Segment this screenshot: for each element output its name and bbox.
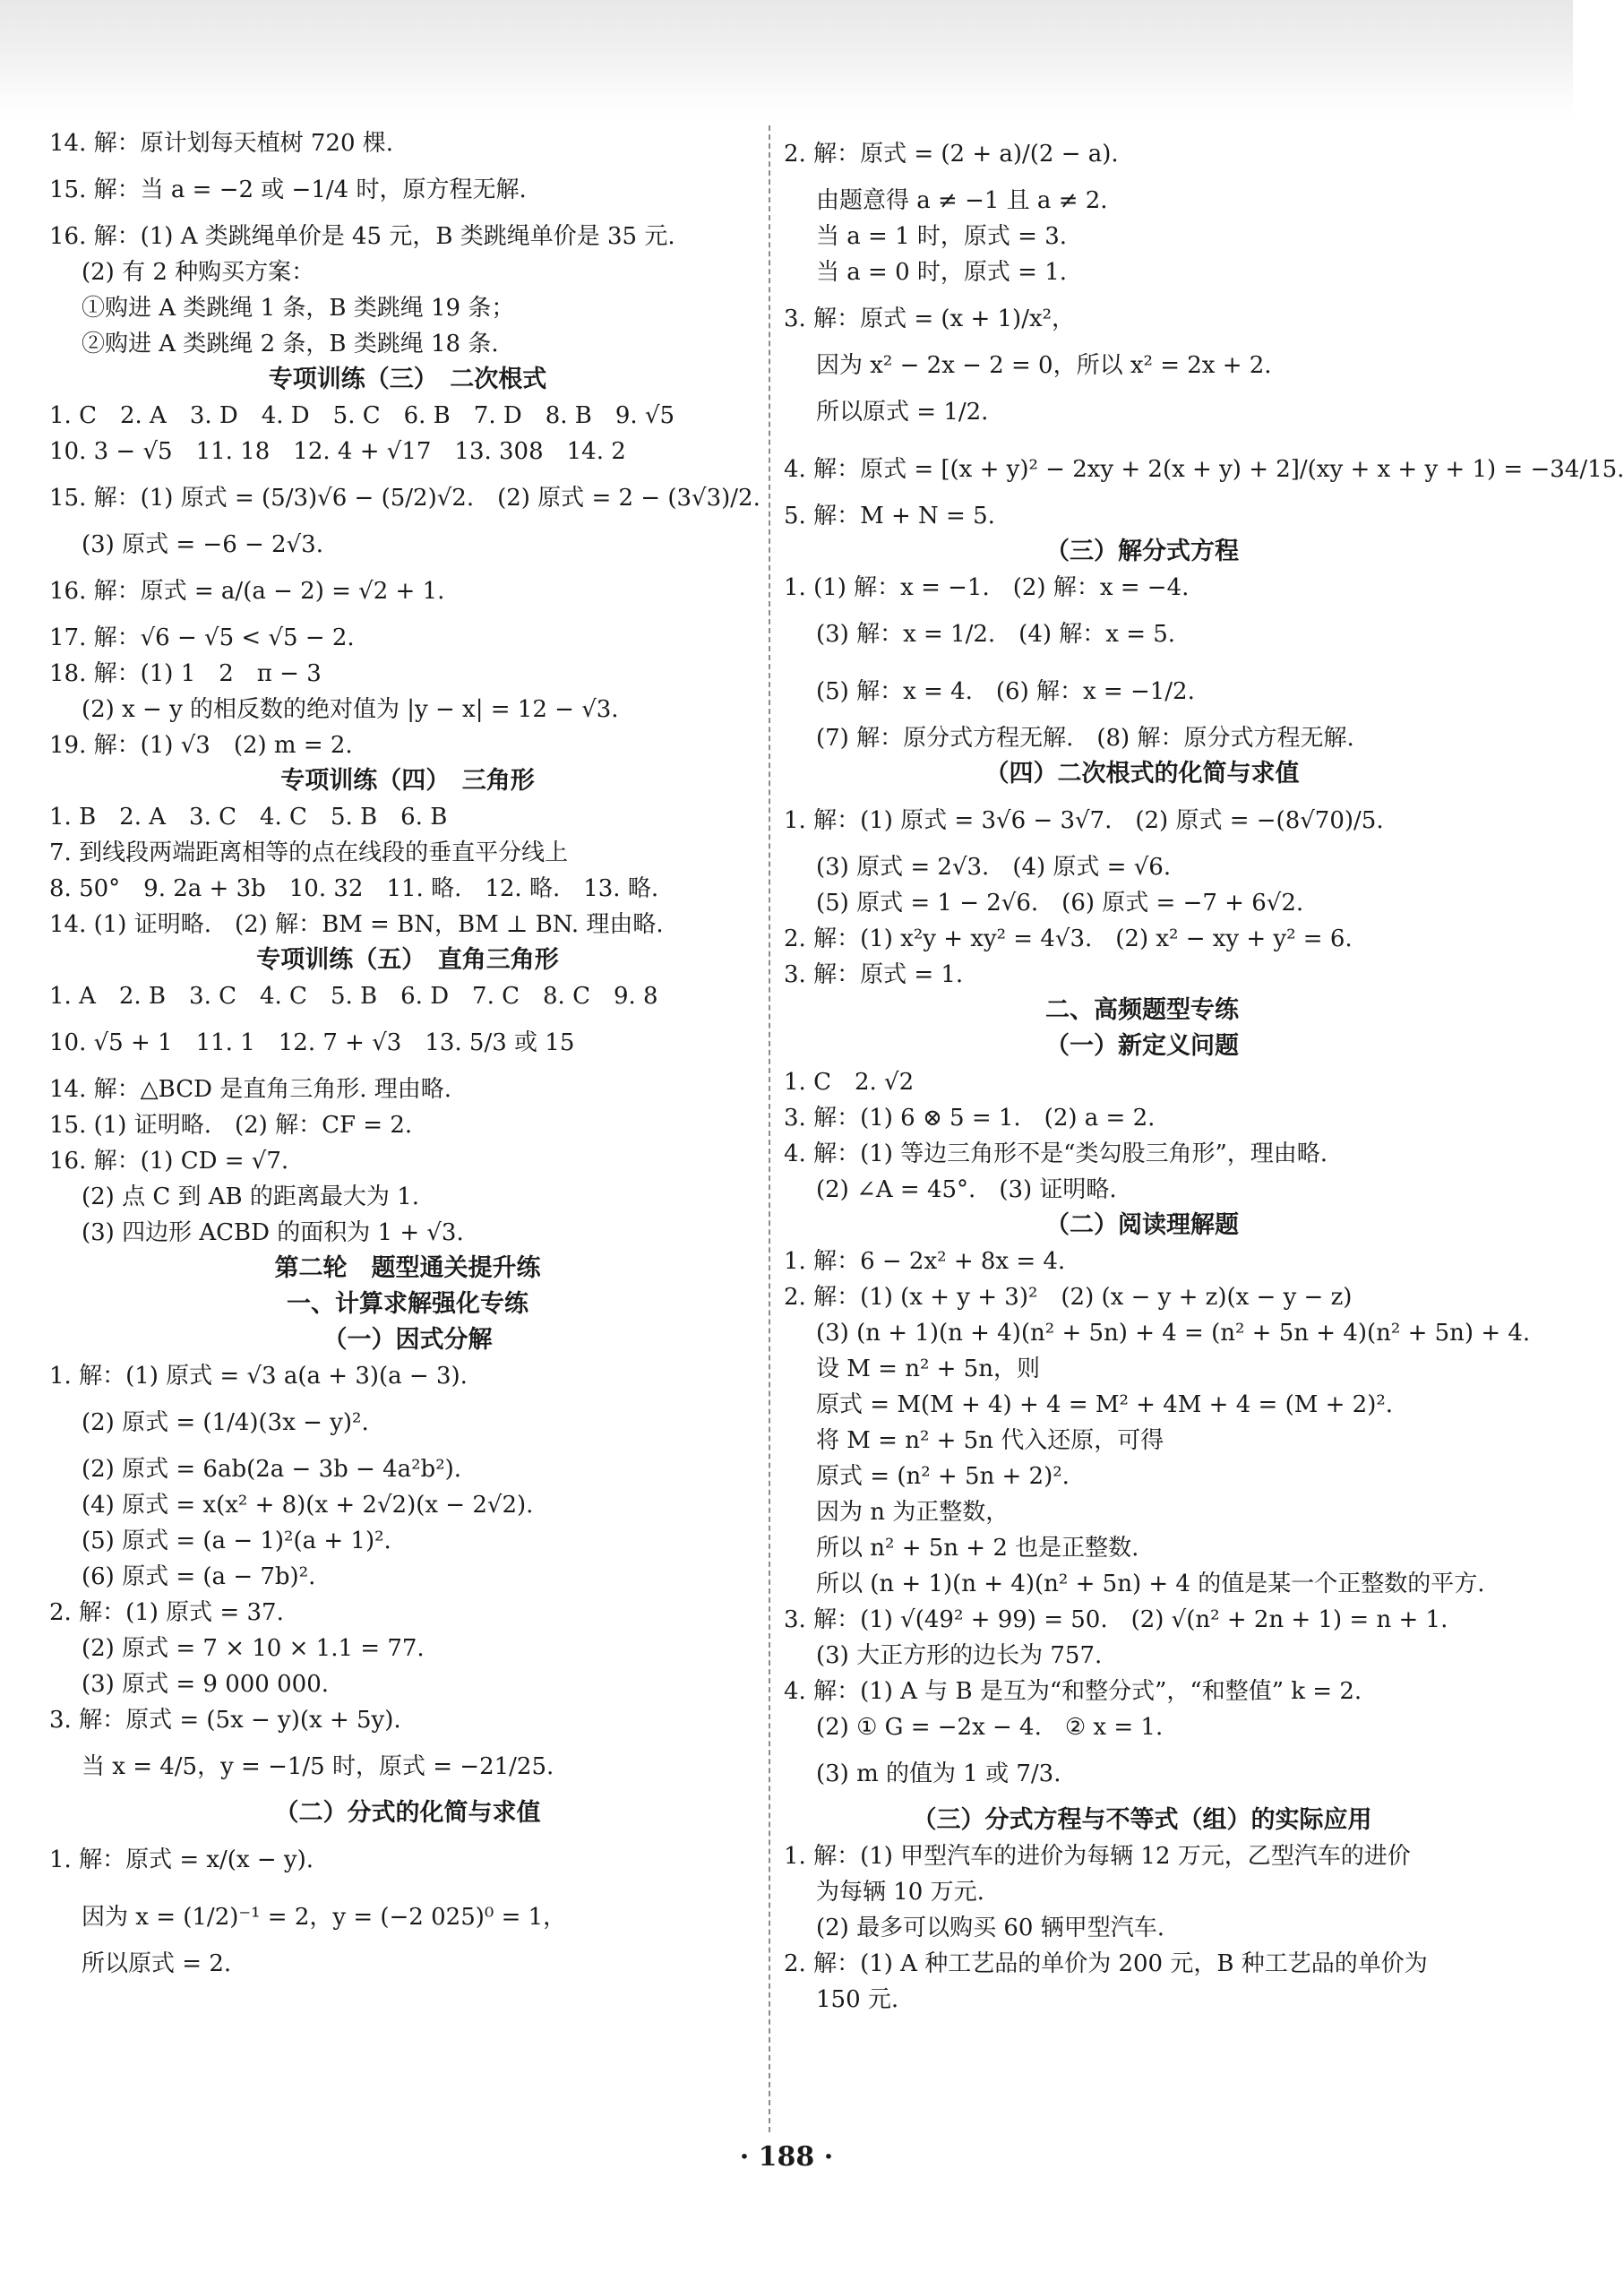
column-divider xyxy=(769,125,770,2132)
answer-line: 所以原式 = 1/2. xyxy=(816,399,989,426)
section-heading: 二、高频题型专练 xyxy=(1045,996,1239,1024)
answer-line: 因为 x = (1/2)⁻¹ = 2，y = (−2 025)⁰ = 1， xyxy=(82,1904,567,1931)
answer-line: 15. 解：当 a = −2 或 −1/4 时，原方程无解. xyxy=(49,176,527,203)
answer-line: 10. 3 − √5 11. 18 12. 4 + √17 13. 308 14. 2 xyxy=(49,438,626,465)
answer-line: 14. (1) 证明略. (2) 解：BM = BN，BM ⊥ BN. 理由略. xyxy=(49,911,664,938)
left-column xyxy=(49,125,766,1982)
answer-line: (4) 原式 = x(x² + 8)(x + 2√2)(x − 2√2). xyxy=(82,1492,534,1519)
answer-line: 15. 解：(1) 原式 = (5/3)√6 − (5/2)√2. (2) 原式 = 2 − (3√3)/2. xyxy=(49,485,760,512)
answer-line: 当 a = 1 时，原式 = 3. xyxy=(816,223,1068,250)
answer-line: (2) 原式 = (1/4)(3x − y)². xyxy=(82,1409,369,1436)
answer-line: 1. C 2. A 3. D 4. D 5. C 6. B 7. D 8. B 9. √5 xyxy=(49,402,675,429)
section-heading: 专项训练（五） 直角三角形 xyxy=(256,946,559,974)
answer-line: 当 a = 0 时，原式 = 1. xyxy=(816,259,1068,286)
answer-line: 3. 解：原式 = (x + 1)/x²， xyxy=(784,306,1076,332)
answer-line: 原式 = M(M + 4) + 4 = M² + 4M + 4 = (M + 2)². xyxy=(816,1391,1394,1418)
answer-line: 150 元. xyxy=(816,1986,899,2013)
answer-line: 14. 解：原计划每天植树 720 棵. xyxy=(49,130,394,157)
answer-line: (5) 原式 = 1 − 2√6. (6) 原式 = −7 + 6√2. xyxy=(816,890,1304,917)
answer-line: ①购进 A 类跳绳 1 条，B 类跳绳 19 条； xyxy=(82,295,515,322)
answer-line: 3. 解：原式 = (5x − y)(x + 5y). xyxy=(49,1707,401,1734)
answer-line: (2) ① G = −2x − 4. ② x = 1. xyxy=(816,1714,1164,1741)
answer-line: 1. 解：原式 = x/(x − y). xyxy=(49,1846,314,1873)
right-column xyxy=(784,125,1624,2018)
answer-line: 原式 = (n² + 5n + 2)². xyxy=(816,1463,1070,1490)
answer-line: (3) 解：x = 1/2. (4) 解：x = 5. xyxy=(816,621,1176,648)
answer-line: 3. 解：原式 = 1. xyxy=(784,961,964,988)
answer-line: 4. 解：原式 = [(x + y)² − 2xy + 2(x + y) + 2]/(xy + x + y + 1) = −34/15. xyxy=(784,456,1624,483)
answer-line: 10. √5 + 1 11. 1 12. 7 + √3 13. 5/3 或 15 xyxy=(49,1029,575,1056)
answer-line: 为每辆 10 万元. xyxy=(816,1879,984,1906)
answer-line: 3. 解：(1) √(49² + 99) = 50. (2) √(n² + 2n + 1) = n + 1. xyxy=(784,1606,1448,1633)
answer-line: (3) 原式 = −6 − 2√3. xyxy=(82,531,323,558)
answer-line: (3) 四边形 ACBD 的面积为 1 + √3. xyxy=(82,1219,464,1246)
answer-line: (2) 最多可以购买 60 辆甲型汽车. xyxy=(816,1915,1164,1941)
answer-line: 1. 解：(1) 原式 = 3√6 − 3√7. (2) 原式 = −(8√70)/5. xyxy=(784,807,1384,834)
answer-line: 所以 n² + 5n + 2 也是正整数. xyxy=(816,1535,1139,1562)
answer-line: (2) 有 2 种购买方案： xyxy=(82,259,315,286)
answer-line: 1. B 2. A 3. C 4. C 5. B 6. B xyxy=(49,804,448,831)
answer-line: 4. 解：(1) A 与 B 是互为“和整分式”，“和整值” k = 2. xyxy=(784,1678,1362,1705)
answer-line: 16. 解：(1) CD = √7. xyxy=(49,1148,289,1175)
answer-line: ②购进 A 类跳绳 2 条，B 类跳绳 18 条. xyxy=(82,331,499,357)
answer-line: 1. (1) 解：x = −1. (2) 解：x = −4. xyxy=(784,574,1190,601)
section-heading: （四）二次根式的化简与求值 xyxy=(984,760,1300,788)
answer-line: (2) ∠A = 45°. (3) 证明略. xyxy=(816,1176,1117,1203)
answer-line: 1. A 2. B 3. C 4. C 5. B 6. D 7. C 8. C 9. 8 xyxy=(49,983,658,1010)
answer-line: 7. 到线段两端距离相等的点在线段的垂直平分线上 xyxy=(49,839,569,866)
answer-line: (3) m 的值为 1 或 7/3. xyxy=(816,1760,1061,1787)
section-heading: （二）阅读理解题 xyxy=(1045,1211,1239,1239)
answer-line: (3) 原式 = 2√3. (4) 原式 = √6. xyxy=(816,854,1172,881)
answer-line: (2) x − y 的相反数的绝对值为 |y − x| = 12 − √3. xyxy=(82,696,619,723)
section-heading: （二）分式的化简与求值 xyxy=(274,1799,541,1827)
answer-line: (2) 点 C 到 AB 的距离最大为 1. xyxy=(82,1184,420,1210)
answer-line: 18. 解：(1) 1 2 π − 3 xyxy=(49,660,322,687)
answer-line: 2. 解：(1) (x + y + 3)² (2) (x − y + z)(x − y − z) xyxy=(784,1284,1353,1311)
answer-line: 2. 解：(1) 原式 = 37. xyxy=(49,1599,284,1626)
answer-line: 4. 解：(1) 等边三角形不是“类勾股三角形”，理由略. xyxy=(784,1140,1328,1167)
section-heading: 专项训练（三） 二次根式 xyxy=(268,366,547,393)
answer-line: 将 M = n² + 5n 代入还原，可得 xyxy=(816,1427,1164,1454)
section-heading: 一、计算求解强化专练 xyxy=(287,1290,528,1318)
section-heading: （三）分式方程与不等式（组）的实际应用 xyxy=(912,1806,1372,1834)
answer-line: 17. 解：√6 − √5 < √5 − 2. xyxy=(49,624,355,651)
answer-line: 1. 解：6 − 2x² + 8x = 4. xyxy=(784,1248,1066,1275)
answer-line: 1. 解：(1) 甲型汽车的进价为每辆 12 万元，乙型汽车的进价 xyxy=(784,1843,1411,1870)
answer-line: 3. 解：(1) 6 ⊗ 5 = 1. (2) a = 2. xyxy=(784,1105,1156,1132)
answer-line: 设 M = n² + 5n，则 xyxy=(816,1356,1040,1382)
section-heading: （一）新定义问题 xyxy=(1045,1032,1239,1060)
answer-line: 16. 解：(1) A 类跳绳单价是 45 元，B 类跳绳单价是 35 元. xyxy=(49,223,675,250)
answer-line: 1. C 2. √2 xyxy=(784,1069,915,1096)
answer-line: (5) 原式 = (a − 1)²(a + 1)². xyxy=(82,1528,391,1554)
answer-line: 所以原式 = 2. xyxy=(82,1950,232,1977)
answer-line: (2) 原式 = 6ab(2a − 3b − 4a²b²). xyxy=(82,1456,462,1483)
answer-line: (3) 原式 = 9 000 000. xyxy=(82,1671,329,1698)
answer-line: 16. 解：原式 = a/(a − 2) = √2 + 1. xyxy=(49,578,445,605)
answer-line: 14. 解：△BCD 是直角三角形. 理由略. xyxy=(49,1076,451,1103)
answer-line: (5) 解：x = 4. (6) 解：x = −1/2. xyxy=(816,678,1195,705)
answer-line: (6) 原式 = (a − 7b)². xyxy=(82,1563,316,1590)
answer-line: 当 x = 4/5，y = −1/5 时，原式 = −21/25. xyxy=(82,1753,554,1780)
answer-line: (3) (n + 1)(n + 4)(n² + 5n) + 4 = (n² + 5n + 4)(n² + 5n) + 4. xyxy=(816,1320,1531,1347)
answer-line: 2. 解：原式 = (2 + a)/(2 − a). xyxy=(784,141,1119,168)
top-scan-band xyxy=(0,0,1573,121)
answer-line: 因为 x² − 2x − 2 = 0，所以 x² = 2x + 2. xyxy=(816,352,1272,379)
section-heading: 第二轮 题型通关提升练 xyxy=(274,1254,541,1282)
answer-line: 1. 解：(1) 原式 = √3 a(a + 3)(a − 3). xyxy=(49,1363,468,1390)
answer-line: 8. 50° 9. 2a + 3b 10. 32 11. 略. 12. 略. 13. 略. xyxy=(49,875,659,902)
answer-line: (3) 大正方形的边长为 757. xyxy=(816,1642,1103,1669)
section-heading: （一）因式分解 xyxy=(322,1326,493,1354)
answer-line: (7) 解：原分式方程无解. (8) 解：原分式方程无解. xyxy=(816,725,1354,752)
answer-line: 因为 n 为正整数， xyxy=(816,1499,1010,1526)
answer-line: 19. 解：(1) √3 (2) m = 2. xyxy=(49,732,353,759)
page-number: · 188 · xyxy=(739,2141,834,2173)
answer-line: 2. 解：(1) A 种工艺品的单价为 200 元，B 种工艺品的单价为 xyxy=(784,1950,1428,1977)
section-heading: （三）解分式方程 xyxy=(1045,538,1239,565)
answer-line: 5. 解：M + N = 5. xyxy=(784,503,995,529)
answer-line: 15. (1) 证明略. (2) 解：CF = 2. xyxy=(49,1112,413,1139)
section-heading: 专项训练（四） 三角形 xyxy=(280,767,535,795)
answer-line: 所以 (n + 1)(n + 4)(n² + 5n) + 4 的值是某一个正整数的平方. xyxy=(816,1571,1485,1597)
answer-line: 由题意得 a ≠ −1 且 a ≠ 2. xyxy=(816,187,1108,214)
answer-line: 2. 解：(1) x²y + xy² = 4√3. (2) x² − xy + y² = 6. xyxy=(784,925,1353,952)
answer-line: (2) 原式 = 7 × 10 × 1.1 = 77. xyxy=(82,1635,425,1662)
